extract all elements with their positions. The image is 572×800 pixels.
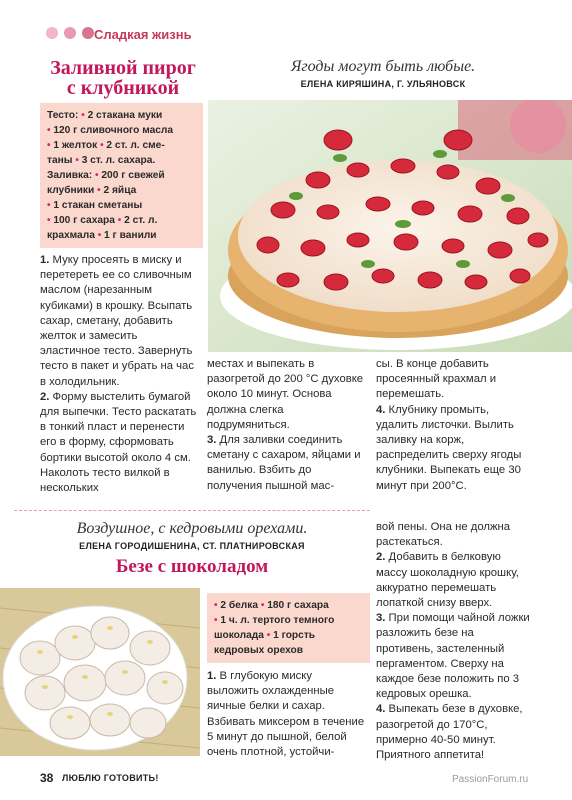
recipe2-column-2	[376, 520, 534, 763]
dot-3	[82, 27, 94, 39]
recipe1-step: местах и выпекать в разогретой до 200 °С духовке около 10 минут. Основа должна слегка подрумяниться.	[207, 358, 364, 431]
recipe1-step: 3. Для заливки соединить сметану с сахаром, яйцами и ванилью. Взбить до получения пышной мас-	[207, 434, 361, 492]
watermark: PassionForum.ru	[452, 774, 529, 785]
ingredient-line: • 120 г сливочного масла	[47, 125, 174, 136]
ingredient-line: шоколада • 1 горсть	[214, 630, 316, 641]
recipe2-author: ЕЛЕНА ГОРОДИШЕНИНА, СТ. ПЛАТНИРОВСКАЯ	[79, 541, 305, 551]
ingredient-line: клубники • 2 яйца	[47, 185, 137, 196]
recipe1-column-3	[376, 357, 534, 494]
recipe2-step: 3. При помощи чайной ложки разложить безе на противень, застеленный пергаментом. Сверху на каждое безе положить по 3 кедровых орешка.	[376, 612, 530, 701]
recipe2-step: вой пены. Она не должна растекаться.	[376, 521, 511, 549]
ingredient-line: • 2 белка • 180 г сахара	[214, 600, 329, 611]
dot-2	[64, 27, 76, 39]
ingredient-line: кедровых орехов	[214, 645, 304, 656]
ingredient-line: • 1 желток • 2 ст. л. сме-	[47, 140, 165, 151]
ingredient-line: • 100 г сахара • 2 ст. л.	[47, 215, 158, 226]
meringue-photo	[0, 588, 200, 756]
recipe1-column-2	[207, 357, 365, 494]
recipe2-step: 1. В глубокую миску выложить охлажденные яичные белки и сахар. Взбивать миксером в течение 5 минут до пышной, белой очень плотной, устойчи-	[207, 670, 365, 759]
section-title: Сладкая жизнь	[94, 27, 192, 42]
recipe1-step: сы. В конце добавить просеянный крахмал и перемешать.	[376, 358, 497, 401]
recipe-divider	[14, 510, 370, 511]
ingredient-line: таны • 3 ст. л. сахара.	[47, 155, 156, 166]
recipe2-ingredients	[207, 593, 370, 663]
recipe1-author: ЕЛЕНА КИРЯШИНА, Г. УЛЬЯНОВСК	[300, 79, 466, 89]
recipe1-ingredients	[40, 103, 203, 248]
ingredient-line: крахмала • 1 г ванили	[47, 230, 157, 241]
recipe2-column-1	[207, 669, 365, 760]
section-dots	[46, 27, 94, 39]
recipe1-subtitle: Ягоды могут быть любые.	[290, 58, 476, 75]
recipe1-title	[28, 58, 218, 98]
ingredient-line: • 1 стакан сметаны	[47, 200, 143, 211]
ingredient-line: • 1 ч. л. тертого темного	[214, 615, 335, 626]
recipe1-title-line2: с клубникой	[66, 77, 180, 99]
recipe1-step: 1. Муку просеять в миску и перетереть ее со сливочным маслом (нарезанным кубиками) в крошку. Всыпать сахар, сметану, добавить желток и замесить эластичное тесто. Завернуть тесто в пакет и убрать на час в холодильник.	[40, 254, 194, 388]
recipe2-step: 2. Добавить в белковую массу шоколадную крошку, аккуратно перемешать лопаткой снизу вверх.	[376, 551, 519, 610]
recipe2-subtitle: Воздушное, с кедровыми орехами.	[76, 520, 308, 537]
recipe1-step: 4. Клубнику промыть, удалить листочки. Вылить заливку на корж, распределить сверху ягоды клубники. Выпекать еще 30 минут при 200°С.	[376, 403, 522, 492]
recipe2-step: 4. Выпекать безе в духовке, разогретой до 170°С, примерно 40-50 минут. Приятного аппетита!	[376, 703, 523, 762]
ingredient-line: Заливка: • 200 г свежей	[47, 170, 165, 181]
recipe1-title-line1: Заливной пирог	[50, 57, 196, 79]
ingredient-line: Тесто: • 2 стакана муки	[47, 110, 163, 121]
recipe1-step: 2. Форму выстелить бумагой для выпечки. Тесто раскатать в тонкий пласт и перенести его в форму, сформовать бортики высотой около 4 см. Наколоть тесто вилкой в нескольких	[40, 390, 197, 495]
magazine-name: ЛЮБЛЮ ГОТОВИТЬ!	[62, 773, 159, 783]
recipe2-title: Безе с шоколадом	[115, 556, 269, 577]
recipe1-column-1	[40, 253, 198, 496]
strawberry-pie-photo	[208, 100, 572, 352]
dot-1	[46, 27, 58, 39]
page-number: 38	[40, 771, 54, 785]
